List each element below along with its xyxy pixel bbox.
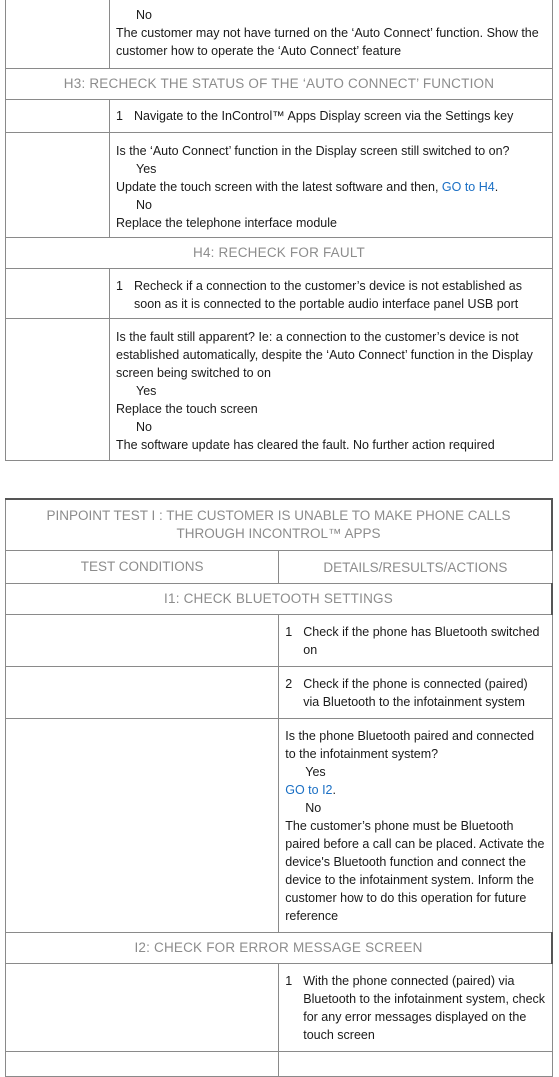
step-cell — [279, 615, 552, 667]
table-row — [6, 1052, 553, 1077]
yes-text: Update the touch screen with the latest software and then, — [116, 180, 442, 194]
table-row — [6, 319, 553, 461]
table-row — [6, 0, 553, 69]
question-text: Is the ‘Auto Connect’ function in the Display screen still switched to on? — [116, 144, 510, 158]
section-header-i1 — [6, 584, 553, 615]
test-condition-cell — [6, 615, 279, 667]
step-cell — [110, 100, 553, 133]
table-row — [6, 667, 553, 719]
test-condition-cell — [6, 667, 279, 719]
table-row — [6, 100, 553, 133]
step-text: With the phone connected (paired) via Bluetooth to the infotainment system, check for any error messages displayed on the touch screen — [303, 974, 546, 1042]
no-action-text: The customer’s phone must be Bluetooth paired before a call can be placed. Activate the device's Bluetooth function and connect the device to the infotainment system. Inform the customer how to do this operation for future reference — [285, 819, 545, 923]
test-condition-cell — [6, 269, 110, 319]
step-cell — [279, 964, 552, 1052]
yes-action-text — [285, 781, 545, 799]
table-row — [6, 269, 553, 319]
table-row — [6, 615, 553, 667]
step-text: Check if the phone is connected (paired) via Bluetooth to the infotainment system — [303, 677, 528, 709]
result-cell — [110, 133, 553, 238]
no-label: No — [136, 8, 152, 22]
step-number: 1 — [116, 279, 123, 293]
section-header-h3 — [6, 69, 553, 100]
section-title: H3: RECHECK THE STATUS OF THE ‘AUTO CONNECT’ FUNCTION — [6, 69, 553, 100]
table-row — [6, 964, 553, 1052]
step-number: 1 — [285, 625, 293, 639]
test-condition-cell — [6, 719, 279, 933]
column-header-details: DETAILS/RESULTS/ACTIONS — [279, 551, 552, 584]
section-title: I2: CHECK FOR ERROR MESSAGE SCREEN — [6, 933, 553, 964]
section-header-h4 — [6, 238, 553, 269]
no-action-text: The software update has cleared the fault. No further action required — [116, 438, 495, 452]
step-cell — [110, 269, 553, 319]
column-header-test-conditions: TEST CONDITIONS — [6, 551, 279, 584]
pinpoint-test-i-table — [5, 498, 553, 1077]
step-number: 2 — [285, 677, 293, 691]
table-row — [6, 133, 553, 238]
section-title: I1: CHECK BLUETOOTH SETTINGS — [6, 584, 553, 615]
table-row — [6, 719, 553, 933]
step-text: Recheck if a connection to the customer’s device is not established as soon as it is connected to the portable audio interface panel USB port — [134, 279, 522, 311]
table-title-row — [6, 499, 553, 551]
question-text: Is the fault still apparent? Ie: a connection to the customer’s device is not established automatically, despite the ‘Auto Connect’ function in the Display screen being switched to on — [116, 330, 533, 380]
no-action-text: The customer may not have turned on the ‘Auto Connect’ function. Show the customer how to operate the ‘Auto Connect’ feature — [116, 26, 539, 58]
yes-action-text: Replace the touch screen — [116, 402, 258, 416]
test-condition-cell — [6, 100, 110, 133]
section-title: H4: RECHECK FOR FAULT — [6, 238, 553, 269]
question-text: Is the phone Bluetooth paired and connected to the infotainment system? — [285, 729, 535, 761]
no-action-text: Replace the telephone interface module — [116, 216, 337, 230]
step-cell — [279, 1052, 552, 1077]
no-label: No — [305, 801, 322, 815]
test-condition-cell — [6, 0, 110, 69]
pinpoint-test-h-table — [5, 0, 553, 461]
test-condition-cell — [6, 964, 279, 1052]
result-cell — [279, 719, 552, 933]
test-condition-cell — [6, 319, 110, 461]
punctuation: . — [332, 783, 336, 797]
section-header-i2 — [6, 933, 553, 964]
yes-label: Yes — [136, 162, 157, 176]
no-label: No — [136, 420, 152, 434]
go-to-i2-link[interactable]: GO to I2 — [285, 783, 333, 797]
column-header-row — [6, 551, 553, 584]
test-condition-cell — [6, 133, 110, 238]
test-condition-cell — [6, 1052, 279, 1077]
no-label: No — [136, 198, 152, 212]
yes-label: Yes — [305, 765, 326, 779]
yes-action-text — [116, 178, 546, 196]
step-number: 1 — [116, 109, 123, 123]
result-cell — [110, 0, 553, 69]
yes-label: Yes — [136, 384, 157, 398]
step-text: Navigate to the InControl™ Apps Display screen via the Settings key — [134, 109, 514, 123]
table-title: PINPOINT TEST I : THE CUSTOMER IS UNABLE TO MAKE PHONE CALLS THROUGH INCONTROL™ APPS — [6, 499, 553, 551]
step-text: Check if the phone has Bluetooth switched on — [303, 625, 540, 657]
punctuation: . — [494, 180, 499, 194]
result-cell — [110, 319, 553, 461]
step-number: 1 — [285, 974, 293, 988]
go-to-h4-link[interactable]: GO to H4 — [441, 180, 495, 194]
step-cell — [279, 667, 552, 719]
